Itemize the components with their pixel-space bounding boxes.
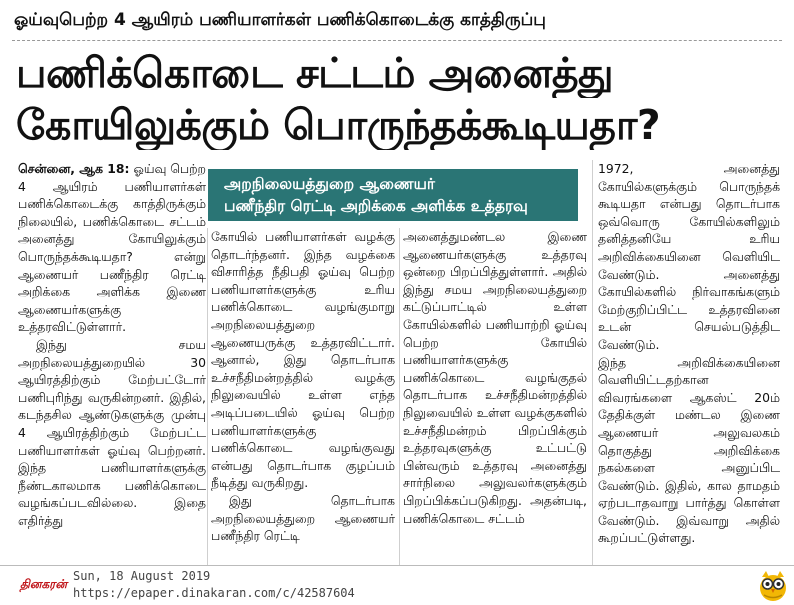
subheadline-line-2: பணீந்திர ரெட்டி அறிக்கை அளிக்க உத்தரவு [224,197,528,215]
kicker-headline: ஓய்வுபெற்ற 4 ஆயிரம் பணியாளர்கள் பணிக்கொடைக்கு காத்திருப்பு [14,10,546,30]
article-paragraph: இது தொடர்பாக அறநிலையத்துறை ஆணையர் பணீந்திர ரெட்டி [211,492,395,544]
footer-divider [0,565,794,566]
article-paragraph: இந்த அறிவிக்கையினை வெளியிட்டதற்கான விவரங்களை ஆகஸ்ட் 20ம் தேதிக்குள் மண்டல இணை ஆணையர் அலுவலகம் தொகுத்து அறிவிக்கை நகல்களை அனுப்பிட வேண்டும். இதில், கால தாமதம் ஏற்படாதவாறு பார்த்து கொள்ள வேண்டும். இவ்வாறு அதில் கூறப்பட்டுள்ளது. [598,354,780,546]
column-divider [592,160,593,565]
issue-date: Sun, 18 August 2019 [73,569,211,583]
headline-line-2: கோயிலுக்கும் பொருந்தக்கூடியதா? [16,101,661,149]
article-column-4 [598,160,780,565]
article-url[interactable]: https://epaper.dinakaran.com/c/42587604 [73,586,355,600]
subheadline-line-1: அறநிலையத்துறை ஆணையர் [224,175,435,193]
headline-line-1: பணிக்கொடை சட்டம் அனைத்து [16,49,614,97]
publication-logo: தினகரன் [20,577,67,591]
subheadline-box [208,169,578,221]
article-paragraph: கோயில் பணியாளர்கள் வழக்கு தொடர்ந்தனர். இந்த வழக்கை விசாரித்த நீதிபதி ஓய்வு பெற்ற பணியாளர்களுக்கு உரிய பணிக்கொடை வழங்குமாறு அறநிலையத்துறை ஆணையருக்கு உத்தரவிட்டார். ஆனால், இது தொடர்பாக உச்சநீதிமன்றத்தில் வழக்கு நிலுவையில் உள்ள எந்த அடிப்படையில் ஓய்வு பெற்ற பணியாளர்களுக்கு பணிக்கொடை வழங்குவது என்பது தொடர்பாக குழப்பம் நீடித்து வருகிறது. [211,229,395,491]
article-paragraph: இந்து சமய அறநிலையத்துறையில் 30 ஆயிரத்திற்கும் மேற்பட்டோர் பணிபுரிந்து வருகின்றனர். இதில், கடந்தசில ஆண்டுகளுக்கு முன்பு 4 ஆயிரத்திற்கும் மேற்பட்ட பணியாளர்கள் ஓய்வு பெற்றனர். இந்த பணியாளர்களுக்கு நீண்டகாலமாக பணிக்கொடை வழங்கப்படவில்லை. இதை எதிர்த்து [18,336,206,528]
article-column-1 [18,160,206,565]
divider [12,40,782,41]
article-column-2 [211,228,395,565]
dateline: சென்னை, ஆக 18: [18,161,130,176]
column-divider [207,228,208,565]
article-paragraph: 1972, அனைத்து கோயில்களுக்கும் பொருந்தக் கூடியதா என்பது தொடர்பாக ஒவ்வொரு கோயில்களிலும் தனித்தனியே உரிய அறிவிக்கையினை வெளியிட வேண்டும். அனைத்து கோயில்களில் நிர்வாகங்களும் மேற்குறிப்பிட்ட உத்தரவினை உடன் செயல்படுத்திட வேண்டும். [598,161,780,352]
article-paragraph: அனைத்துமண்டல இணை ஆணையர்களுக்கு உத்தரவு ஒன்றை பிறப்பித்துள்ளார். அதில் இந்து சமய அறநிலையத்துறை கட்டுப்பாட்டில் உள்ள கோயில்களில் பணியாற்றி ஓய்வு பெற்ற கோயில் பணியாளர்களுக்கு பணிக்கொடை வழங்குதல் தொடர்பாக உச்சநீதிமன்றத்தில் நிலுவையில் உள்ள வழக்குகளில் உச்சநீதிமன்றம் பிறப்பிக்கும் உத்தரவுகளுக்கு உட்பட்டு பின்வரும் உத்தரவு அனைத்து சார்நிலை அலுவலர்களுக்கும் பிறப்பிக்கப்படுகிறது. அதன்படி, பணிக்கொடை சட்டம் [403,229,587,526]
owl-icon[interactable] [756,568,790,602]
column-divider [399,228,400,565]
article-column-3 [403,228,587,565]
article-paragraph: ஓய்வு பெற்ற 4 ஆயிரம் பணியாளர்கள் பணிக்கொடைக்கு காத்திருக்கும் நிலையில், பணிக்கொடை சட்டம் அனைத்து கோயிலுக்கும் பொருந்தக்கூடியதா? என்று ஆணையர் பணீந்திர ரெட்டி அறிக்கை அளிக்க இணை ஆணையர்களுக்கு உத்தரவிட்டுள்ளார். [18,161,206,335]
